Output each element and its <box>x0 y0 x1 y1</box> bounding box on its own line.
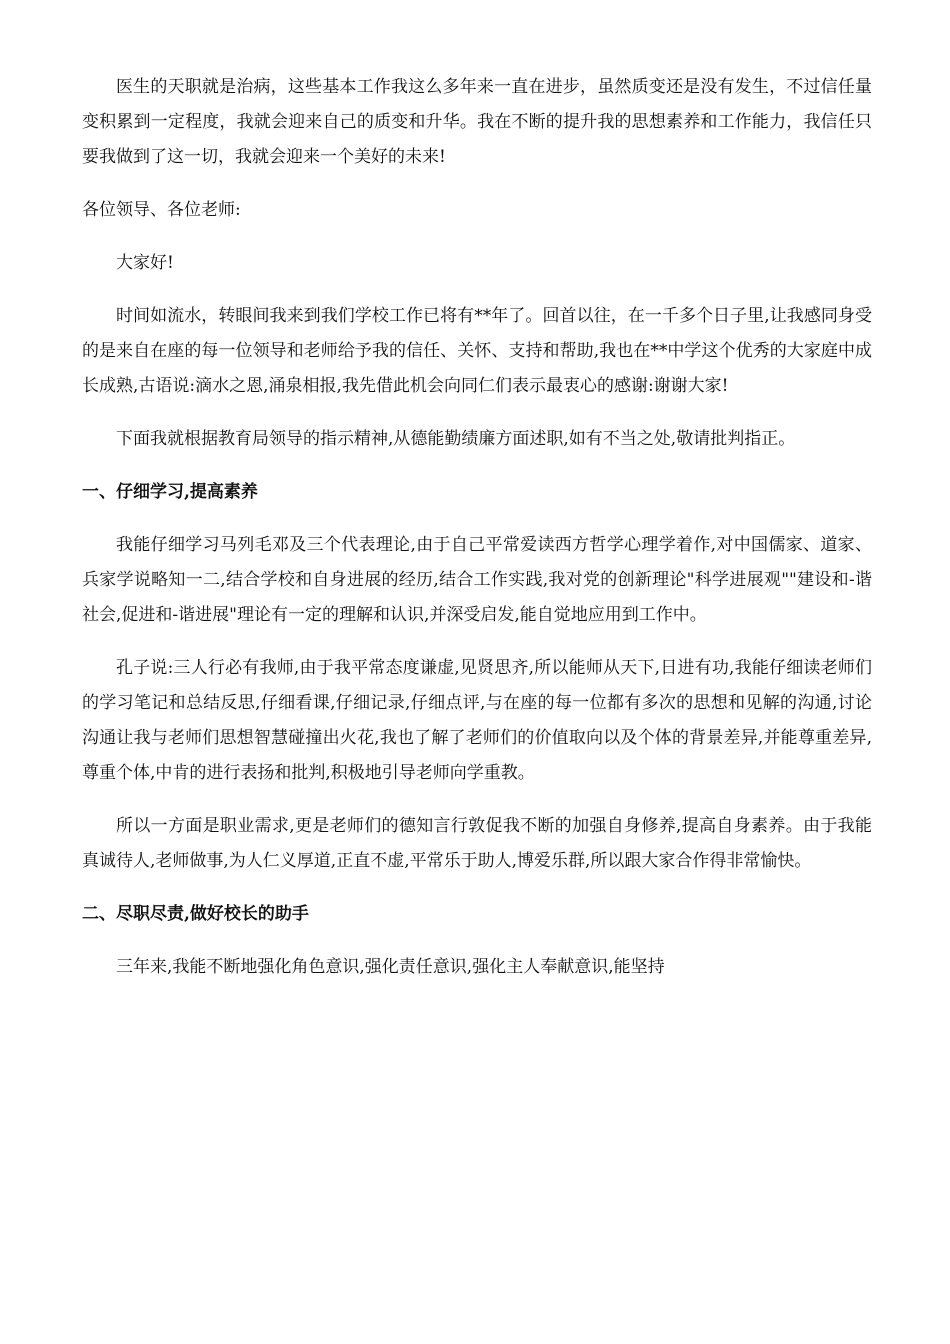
salutation: 各位领导、各位老师: <box>82 200 241 220</box>
paragraph-cultivation: 所以一方面是职业需求,更是老师们的德知言行敦促我不断的加强自身修养,提高自身素养。由于我能真诚待人,老师做事,为人仁义厚道,正直不虚,平常乐于助人,博爱乐群,所以跟大家合作得非常愉快。 <box>82 816 872 871</box>
paragraph-confucius: 孔子说:三人行必有我师,由于我平常态度谦虚,见贤思齐,所以能师从天下,日进有功,我能仔细读老师们的学习笔记和总结反思,仔细看课,仔细记录,仔细点评,与在座的每一位都有多次的思想和见解的沟通,讨论沟通让我与老师们思想智慧碰撞出火花,我也了解了老师们的价值取向以及个体的背景差异,并能尊重差异,尊重个体,中肯的进行表扬和批判,积极地引导老师向学重教。 <box>82 658 872 783</box>
paragraph-report-scope: 下面我就根据教育局领导的指示精神,从德能勤绩廉方面述职,如有不当之处,敬请批判指正。 <box>116 429 796 449</box>
greeting: 大家好! <box>116 253 174 273</box>
paragraph-three-years: 三年来,我能不断地强化角色意识,强化责任意识,强化主人奉献意识,能坚持 <box>116 957 665 977</box>
document-page <box>82 70 872 1003</box>
paragraph-study: 我能仔细学习马列毛邓及三个代表理论,由于自己平常爱读西方哲学心理学着作,对中国儒家、道家、兵家学说略知一二,结合学校和自身进展的经历,结合工作实践,我对党的创新理论"科学进展观""建设和-谐社会,促进和-谐进展"理论有一定的理解和认识,并深受启发,能自觉地应用到工作中。 <box>82 535 872 625</box>
paragraph-intro: 时间如流水，转眼间我来到我们学校工作已将有**年了。回首以往，在一千多个日子里,让我感同身受的是来自在座的每一位领导和老师给予我的信任、关怀、支持和帮助,我也在**中学这个优秀的大家庭中成长成熟,古语说:滴水之恩,涌泉相报,我先借此机会向同仁们表示最衷心的感谢:谢谢大家! <box>82 306 872 396</box>
section-heading-1: 一、仔细学习,提高素养 <box>82 482 258 502</box>
paragraph-doctor: 医生的天职就是治病，这些基本工作我这么多年来一直在进步，虽然质变还是没有发生，不过信任量变积累到一定程度，我就会迎来自己的质变和升华。我在不断的提升我的思想素养和工作能力，我信任只要我做到了这一切，我就会迎来一个美好的未来! <box>82 77 872 167</box>
section-heading-2: 二、尽职尽责,做好校长的助手 <box>82 904 309 924</box>
